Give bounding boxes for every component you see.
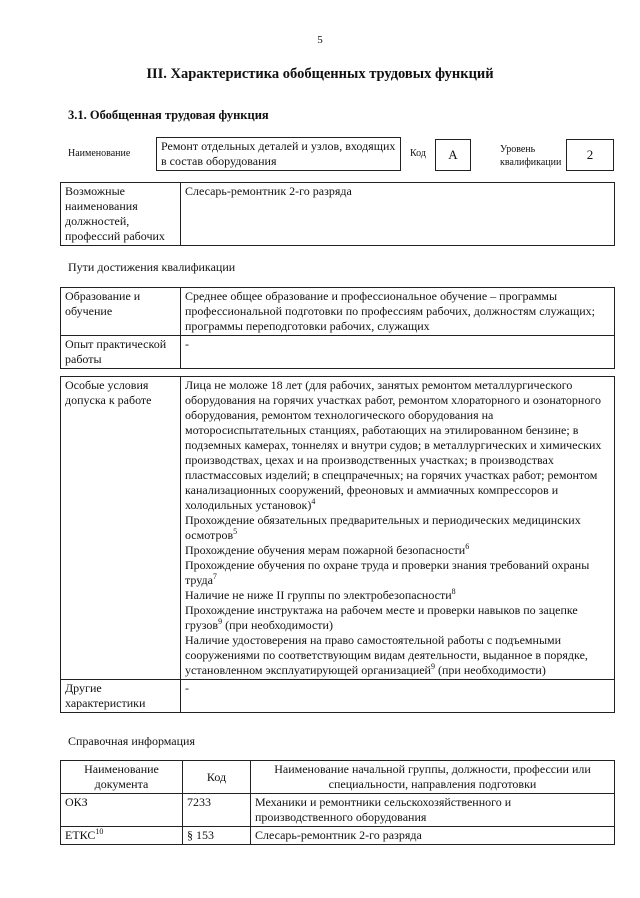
positions-table [60,182,615,246]
level-label: Уровень квалификации [500,144,562,168]
condition-text: Прохождение инструктажа на рабочем месте и проверки навыков по зацепке грузов [185,603,578,632]
col-header-name: Наименование начальной группы, должности, профессии или специальности, направления подготовки [251,761,615,794]
code-value: А [435,139,471,171]
section-subtitle: 3.1. Обобщенная трудовая функция [68,108,269,122]
condition-tail: (при необходимости) [222,618,333,632]
condition-item [185,543,610,558]
name-label: Наименование [68,148,131,159]
condition-text: Прохождение обучения по охране труда и проверки знания требований охраны труда [185,558,590,587]
footnote-ref: 5 [233,527,238,536]
condition-tail: (при необходимости) [434,663,546,677]
condition-item [185,378,610,513]
reference-table [60,760,615,845]
education-table [60,287,615,369]
page-number: 5 [317,34,323,46]
condition-item [185,588,610,603]
conditions-row [61,377,615,680]
positions-row [61,183,615,246]
experience-row [61,336,615,369]
positions-label: Возможные наименования должностей, профессий рабочих [61,183,181,246]
ref-doc-text: ЕТКС [65,828,96,842]
condition-item [185,633,610,678]
ref-name: Слесарь-ремонтник 2-го разряда [251,827,615,845]
condition-text: Прохождение обязательных предварительных и периодических медицинских осмотров [185,513,581,542]
footnote-ref: 4 [311,497,316,506]
positions-value: Слесарь-ремонтник 2-го разряда [181,183,615,246]
condition-text: Прохождение обучения мерам пожарной безопасности [185,543,466,557]
experience-value: - [181,336,615,369]
condition-item [185,558,610,588]
name-value [156,137,401,171]
experience-label: Опыт практической работы [61,336,181,369]
condition-text: Наличие удостоверения на право самостоятельной работы с подъемными сооружениями по соответствующим видам деятельности, выданное в порядке, установленном эксплуатирующей организацией [185,633,588,677]
ref-code: 7233 [183,794,251,827]
condition-text: Лица не моложе 18 лет (для рабочих, занятых ремонтом металлургического оборудования на горячих участках работ, ремонтом хлораторного и озонаторного оборудования, ремонтом технологического оборудования на моторосиспытательных станциях, работающих на этилированном бензине; в подземных камерах, тоннелях и внутри судов; в металлургических и химических производствах, цехах и на производственных участках; в производствах пластмассовых изделий; в спецпрачечных; на горячих участках работ; ремонтом канализационных сооружений, фреоновых и аммиачных компрессоров и холодильных установок) [185,378,602,512]
condition-item [185,603,610,633]
condition-item [185,513,610,543]
conditions-label: Особые условия допуска к работе [61,377,181,680]
ref-doc [61,827,183,845]
conditions-table [60,376,615,713]
ref-doc-text: ОКЗ [65,795,88,809]
education-label: Образование и обучение [61,288,181,336]
table-row [61,794,615,827]
page-title: III. Характеристика обобщенных трудовых функций [146,66,494,82]
footnote-ref: 9 [218,617,223,626]
level-value: 2 [566,139,614,171]
name-value-text: Ремонт отдельных деталей и узлов, входящих в состав оборудования [161,139,396,168]
col-header-code: Код [183,761,251,794]
col-header-document: Наименование документа [61,761,183,794]
other-row [61,680,615,713]
condition-text: Наличие не ниже II группы по электробезопасности [185,588,452,602]
other-label: Другие характеристики [61,680,181,713]
other-value: - [181,680,615,713]
education-value: Среднее общее образование и профессиональное обучение – программы профессиональной подготовки по профессиям рабочих, должностям служащих; программы переподготовки рабочих, служащих [181,288,615,336]
conditions-value [181,377,615,680]
footnote-ref: 7 [212,572,217,581]
education-row [61,288,615,336]
footnote-ref: 8 [451,587,456,596]
table-row [61,827,615,845]
ref-name: Механики и ремонтники сельскохозяйственного и производственного оборудования [251,794,615,827]
footnote-ref: 9 [430,662,435,671]
reference-title: Справочная информация [68,734,195,748]
footnote-ref: 10 [95,827,104,836]
ref-code: § 153 [183,827,251,845]
reference-header-row [61,761,615,794]
code-label: Код [410,148,426,159]
ref-doc [61,794,183,827]
paths-title: Пути достижения квалификации [68,260,236,274]
footnote-ref: 6 [465,542,470,551]
